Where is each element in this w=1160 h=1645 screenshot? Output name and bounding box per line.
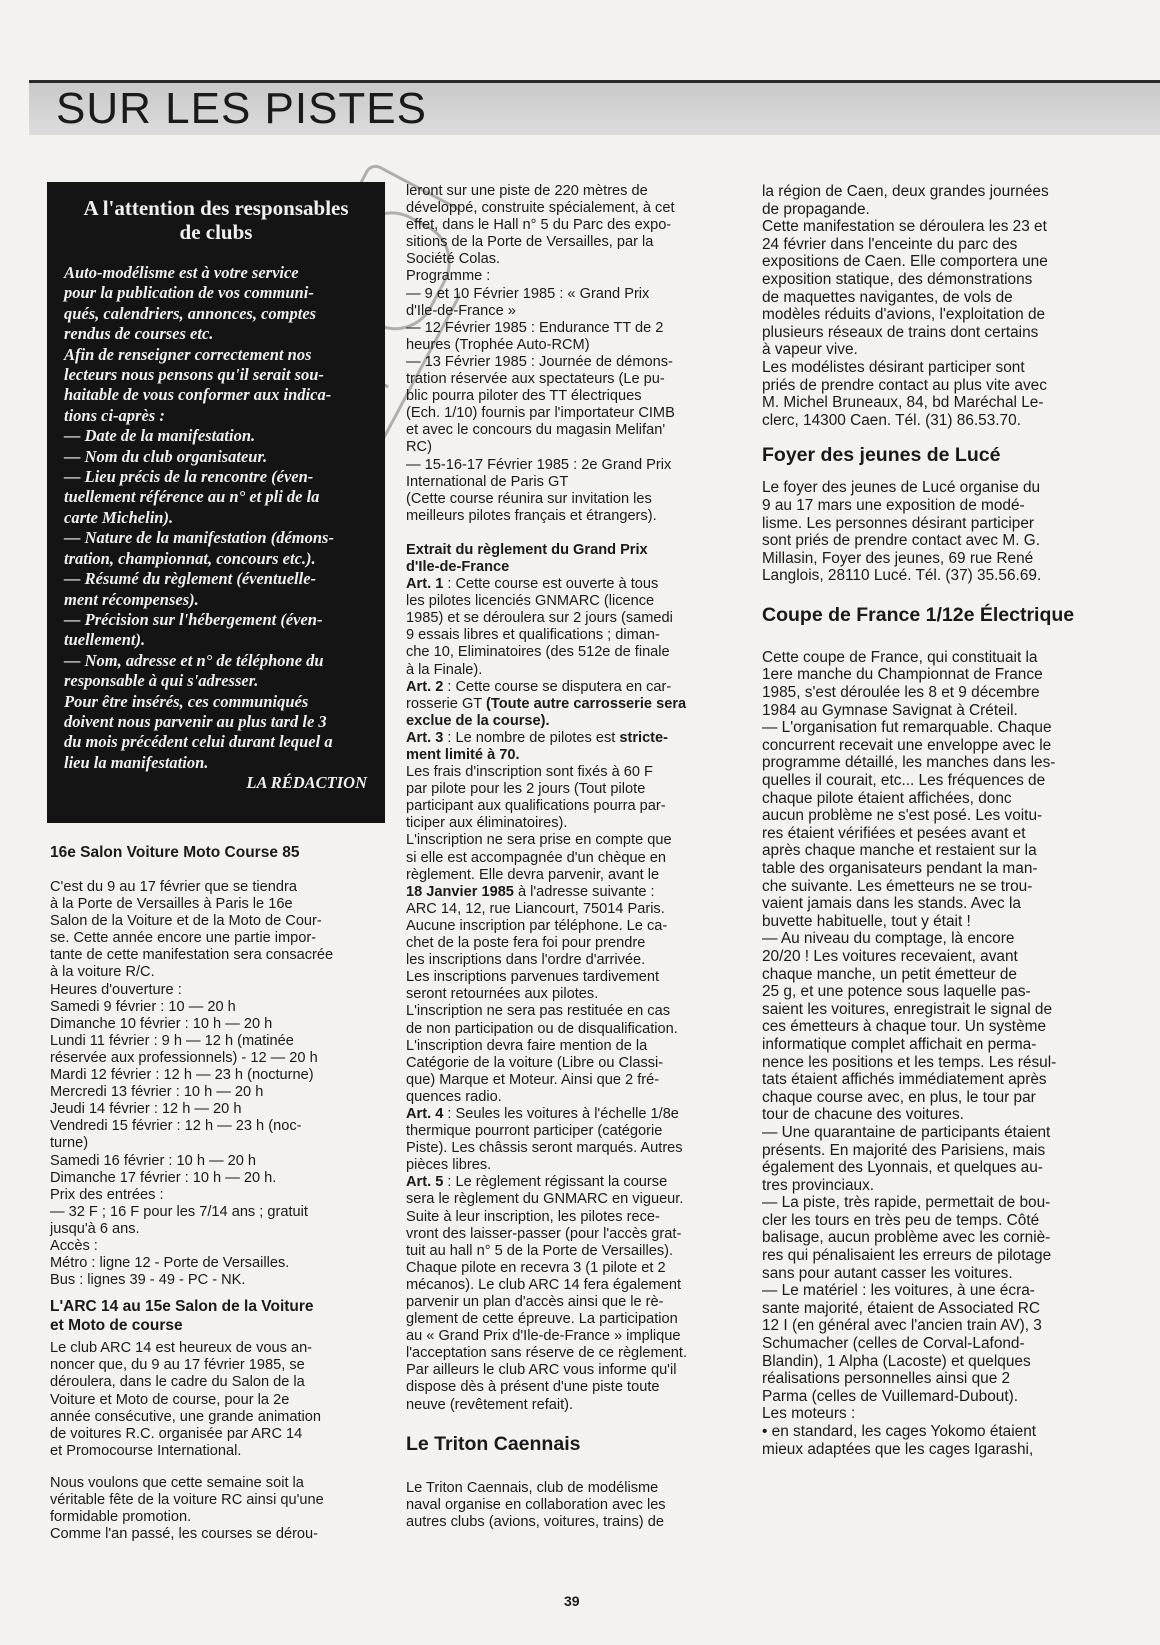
text-line: mécanos). Le club ARC 14 fera également xyxy=(406,1276,682,1293)
text-line: effet, dans le Hall n° 5 du Parc des expo- xyxy=(406,217,672,234)
text-line: au « Grand Prix d'Ile-de-France » implique xyxy=(406,1328,681,1345)
caen-paragraph xyxy=(762,183,1092,429)
text-line: d'Ile-de-France » xyxy=(406,302,516,319)
text-line: Dimanche 17 février : 10 h — 20 h. xyxy=(50,1169,277,1186)
text-line: International de Paris GT xyxy=(406,473,569,490)
text-line: Programme : xyxy=(406,268,491,285)
text-line: les pilotes licenciés GNMARC (licence xyxy=(406,593,655,610)
text-line: Métro : ligne 12 - Porte de Versailles. xyxy=(50,1255,290,1272)
text-line: concurrent recevait une enveloppe avec le xyxy=(762,736,1052,754)
article-2: Art. 2 : Cette course se disputera en car- rosserie GT (Toute autre carrosserie sera exclue de la course). xyxy=(406,678,687,729)
text-line: à la Porte de Versailles à Paris le 16e xyxy=(50,896,293,913)
text-line: 1985) et se déroulera sur 2 jours (samedi xyxy=(406,610,673,627)
text-line: participant aux qualifications pourra par- xyxy=(406,798,666,815)
text-line: 25 g, et une potence sous laquelle pas- xyxy=(762,983,1031,1001)
text-line: Heures d'ouverture : xyxy=(50,981,182,998)
text-line: — Date de la manifestation. xyxy=(64,426,256,446)
text-line: doivent nous parvenir au plus tard le 3 xyxy=(64,711,327,731)
column-1 xyxy=(50,843,386,1543)
text-line: Lundi 11 février : 9 h — 12 h (matinée xyxy=(50,1032,294,1049)
text-line: Aucune inscription par téléphone. Le ca- xyxy=(406,917,668,934)
text-line: à vapeur vive. xyxy=(762,341,858,359)
text-line: lecteurs nous pensons qu'il serait sou- xyxy=(64,365,324,385)
text-line: vront des laisser-passer (pour l'accès grat- xyxy=(406,1225,682,1242)
text-line: autres clubs (avions, voitures, trains) de xyxy=(406,1513,664,1530)
text-line: modèles réduits d'avions, l'exploitation de xyxy=(762,306,1046,324)
text-line: Catégorie de la voiture (Libre ou Classi- xyxy=(406,1054,664,1071)
text-line: que) Marque et Moteur. Ainsi que 2 fré- xyxy=(406,1071,660,1088)
text-line: développé, construite spécialement, à cet xyxy=(406,200,675,217)
text-line: balisage, aucun problème avec les corniè- xyxy=(762,1229,1051,1247)
text-line: naval organise en collaboration avec les xyxy=(406,1496,666,1513)
text-line: quelles il courait, etc... Les fréquences de xyxy=(762,772,1046,790)
text-line: • en standard, les cages Yokomo étaient xyxy=(762,1423,1037,1440)
text-line: che suivante. Les émetteurs ne se trou- xyxy=(762,877,1033,895)
text-line: Samedi 9 février : 10 — 20 h xyxy=(50,998,236,1015)
text-line: Comme l'an passé, les courses se dérou- xyxy=(50,1526,319,1543)
text-line: et Promocourse International. xyxy=(50,1442,242,1459)
text-line: Par ailleurs le club ARC vous informe qu'il xyxy=(406,1362,677,1379)
text-line: Mercredi 13 février : 10 h — 20 h xyxy=(50,1084,264,1101)
text-line: tuellement). xyxy=(64,630,146,650)
text-line: 1985, s'est déroulée les 8 et 9 décembre xyxy=(762,684,1040,702)
text-line: véritable fête de la voiture RC ainsi qu'une xyxy=(50,1492,324,1508)
text-line: et avec le concours du magasin Melifan' xyxy=(406,422,666,439)
text-line: lieu la manifestation. xyxy=(64,752,209,772)
text-line: M. Michel Bruneaux, 84, bd Maréchal Le- xyxy=(762,394,1044,412)
notice-signature: LA RÉDACTION xyxy=(246,773,367,793)
text-line: 1984 au Gymnase Savignat à Créteil. xyxy=(762,701,1018,719)
text-line: — Nom du club organisateur. xyxy=(64,446,268,466)
text-line: sont priés de prendre contact avec M. G. xyxy=(762,532,1041,550)
text-line: Suite à leur inscription, les pilotes rece- xyxy=(406,1208,660,1225)
text-line: priés de prendre contact au plus vite avec xyxy=(762,376,1047,394)
text-line: Jeudi 14 février : 12 h — 20 h xyxy=(50,1101,242,1118)
text-line: 12 I (en général avec l'ancien train AV), 3 xyxy=(762,1317,1042,1335)
text-line: (Ech. 1/10) fournis par l'importateur CIMB xyxy=(406,405,675,422)
text-line: Langlois, 28110 Lucé. Tél. (37) 35.56.69. xyxy=(762,567,1042,585)
text-line: programme détaillé, les manches dans les- xyxy=(762,754,1056,772)
text-line: sitions de la Porte de Versailles, par la xyxy=(406,234,654,251)
text-line: tres provinciaux. xyxy=(762,1176,875,1194)
text-line: rendus de courses etc. xyxy=(64,324,214,344)
text-line: Dimanche 10 février : 10 h — 20 h xyxy=(50,1015,273,1032)
heading-reglement: Extrait du règlement du Grand Prix d'Ile-de-France xyxy=(406,541,648,575)
text-line: meilleurs pilotes français et étrangers). xyxy=(406,507,657,524)
text-line: plusieurs réseaux de trains dont certains xyxy=(762,323,1039,341)
text-line: Schumacher (celles de Corval-Lafond- xyxy=(762,1335,1025,1353)
text-line: saient les voitures, enregistrait le signal de xyxy=(762,1000,1053,1018)
text-line: che 10, Eliminatoires (des 512e de finale xyxy=(406,644,670,661)
text-line: 20/20 ! Les voitures recevaient, avant xyxy=(762,947,1018,965)
text-line: cler les tours en très peu de temps. Côté xyxy=(762,1211,1040,1229)
text-line: Blandin), 1 Alpha (Lacoste) et quelques xyxy=(762,1352,1031,1370)
text-line: tration, championnat, concours etc.). xyxy=(64,548,316,568)
text-line: — 12 Février 1985 : Endurance TT de 2 xyxy=(406,319,664,336)
text-line: jusqu'à 6 ans. xyxy=(50,1220,140,1237)
text-line: du mois précédent celui durant lequel a xyxy=(64,732,333,752)
article-label: Art. 5 xyxy=(406,1174,444,1191)
text-line: Millasin, Foyer des jeunes, 69 rue René xyxy=(762,549,1034,567)
text-line: chaque pilote étaient affichées, donc xyxy=(762,789,1012,807)
heading-coupe-france: Coupe de France 1/12e Électrique xyxy=(762,603,1075,626)
arc14-paragraph xyxy=(50,1340,386,1460)
text-line: qués, calendriers, annonces, comptes xyxy=(64,303,317,323)
text-line: clerc, 14300 Caen. Tél. (31) 86.53.70. xyxy=(762,411,1021,429)
text-line: thermique pourront participer (catégorie xyxy=(406,1123,663,1140)
article-3: Art. 3 : Le nombre de pilotes est stricte- ment limité à 70. Les frais d'inscription sont fixés à 60 F par pilote pour les 2 jours (Tout pilote participant aux qualifications pourra par- ticiper aux éliminatoires). L'inscription ne sera prise en compte que si elle est accompagnée d'un chèque en règlement. Elle devra parvenir, avant le 18 Janvier 1985 à l'adresse suivante : ARC 14, 12, rue Liancourt, 75014 Paris. Aucune inscription par téléphone. Le ca- chet de la poste fera foi pour prendre les inscriptions dans l'ordre d'arrivée. Les inscriptions parvenues tardivement seront retournées aux pilotes. L'inscription ne sera pas restituée en cas de non participation ou de disqualification. L'inscription devra faire mention de la Catégorie de la voiture (Libre ou Classi- que) Marque et Moteur. Ainsi que 2 fré- quences radio. xyxy=(406,730,737,1106)
text-line: Art. 1 : Cette course est ouverte à tous xyxy=(406,576,659,593)
text-line: table des organisateurs pendant la man- xyxy=(762,860,1038,877)
triton-paragraph xyxy=(406,1480,737,1531)
text-line: tour de chacune des voitures. xyxy=(762,1106,964,1124)
programme-paragraph xyxy=(406,183,737,525)
text-line: tions ci-après : xyxy=(64,405,165,425)
text-line: heures (Trophée Auto-RCM) xyxy=(406,336,590,353)
text-line: haitable de vous conformer aux indica- xyxy=(64,385,332,405)
text-line: Parma (celles de Vuillemard-Dubout). xyxy=(762,1387,1019,1405)
text-line: quences radio. xyxy=(406,1088,502,1105)
text-line: aucun problème ne s'est posé. Les voitu- xyxy=(762,807,1043,825)
text-line: règlement. Elle devra parvenir, avant le xyxy=(406,866,660,883)
notice-body xyxy=(47,244,385,773)
text-line: — La piste, très rapide, permettait de bou- xyxy=(762,1194,1051,1212)
text-line: mieux adaptées que les cages Igarashi, xyxy=(762,1440,1034,1458)
text-line: — 15-16-17 Février 1985 : 2e Grand Prix xyxy=(406,456,672,473)
text-line: — Le matériel : les voitures, à une écra- xyxy=(762,1282,1035,1300)
text-line: — 9 et 10 Février 1985 : « Grand Prix xyxy=(406,285,650,302)
text-line: déroulera, dans le cadre du Salon de la xyxy=(50,1374,305,1391)
text-line: Vendredi 15 février : 12 h — 23 h (noc- xyxy=(50,1118,302,1135)
text-line: tats étaient affichés immédiatement après xyxy=(762,1071,1047,1089)
text-line: après chaque manche et restaient sur la xyxy=(762,842,1037,860)
text-line: neuve (revêtement refait). xyxy=(406,1396,574,1413)
text-line: parvenir un plan d'accès ainsi que le rè- xyxy=(406,1294,664,1310)
text-line: — Précision sur l'hébergement (éven- xyxy=(64,609,323,629)
text-line: — Lieu précis de la rencontre (éven- xyxy=(64,467,314,487)
text-line: Les frais d'inscription sont fixés à 60 F xyxy=(406,764,653,781)
coupe-paragraph xyxy=(762,649,1092,1458)
text-line: RC) xyxy=(406,439,432,456)
text-line: à la Finale). xyxy=(406,661,483,678)
text-line: C'est du 9 au 17 février que se tiendra xyxy=(50,879,297,895)
text-line: sans pour autant casser les voitures. xyxy=(762,1264,1013,1282)
text-line: tration réservée aux spectateurs (Le pu- xyxy=(406,371,665,388)
text-line: ces émetteurs à chaque tour. Un système xyxy=(762,1018,1047,1036)
text-line: Salon de la Voiture et de la Moto de Cour- xyxy=(50,913,322,930)
text-line: L'inscription devra faire mention de la xyxy=(406,1037,648,1054)
text-line: carte Michelin). xyxy=(64,507,174,527)
text-line: les inscriptions dans l'ordre d'arrivée. xyxy=(406,952,646,969)
text-line: Prix des entrées : xyxy=(50,1186,164,1203)
text-line: dispose dès à présent d'une piste toute xyxy=(406,1379,660,1396)
text-line: la région de Caen, deux grandes journées xyxy=(762,183,1049,200)
heading-salon-16: 16e Salon Voiture Moto Course 85 xyxy=(50,844,300,861)
text-line: buvette habituelle, tout y était ! xyxy=(762,912,971,930)
luce-paragraph xyxy=(762,479,1092,585)
text-line: L'inscription ne sera pas restituée en cas xyxy=(406,1003,670,1020)
article-5 xyxy=(406,1174,737,1413)
text-line: Cette manifestation se déroulera les 23 et xyxy=(762,218,1047,236)
text-line: de propagande. xyxy=(762,200,870,218)
page-header xyxy=(29,80,1160,135)
text-line: de maquettes navigantes, de vols de xyxy=(762,288,1013,306)
text-line: Accès : xyxy=(50,1237,98,1254)
notice-title: A l'attention des responsables de clubs xyxy=(83,196,349,244)
text-line: Auto-modélisme est à votre service xyxy=(64,263,299,282)
text-line: turne) xyxy=(50,1135,89,1152)
section-title: SUR LES PISTES xyxy=(56,84,428,133)
text-line: lisme. Les personnes désirant participer xyxy=(762,514,1035,532)
column-3 xyxy=(762,183,1092,1458)
text-line: L'inscription ne sera prise en compte que xyxy=(406,832,672,849)
text-line: informatique complet affichait en perma- xyxy=(762,1035,1037,1053)
salon-paragraph xyxy=(50,879,386,1289)
text-line: Société Colas. xyxy=(406,251,501,268)
text-line: — L'organisation fut remarquable. Chaque xyxy=(762,719,1052,737)
text-line: Art. 4 : Seules les voitures à l'échelle 1/8e xyxy=(406,1105,679,1122)
text-line: pour la publication de vos communi- xyxy=(64,283,314,303)
text-line: l'acceptation sans réserve de ce règlement. xyxy=(406,1345,688,1362)
text-line: Piste). Les châssis seront marqués. Autres xyxy=(406,1140,683,1157)
text-line: réservée aux professionnels) - 12 — 20 h xyxy=(50,1049,318,1066)
text-line: Afin de renseigner correctement nos xyxy=(64,344,312,364)
text-line: année consécutive, une grande animation xyxy=(50,1408,321,1425)
text-line: vaient jamais dans les stands. Avec la xyxy=(762,895,1021,913)
text-line: également des Lyonnais, et quelques au- xyxy=(762,1159,1043,1177)
text-line: noncer que, du 9 au 17 février 1985, se xyxy=(50,1357,305,1374)
heading-triton: Le Triton Caennais xyxy=(406,1432,581,1455)
text-line: de voitures R.C. organisée par ARC 14 xyxy=(50,1425,303,1442)
text-line: glement de cette épreuve. La participation xyxy=(406,1311,678,1328)
text-line: Nous voulons que cette semaine soit la xyxy=(50,1474,304,1491)
text-line: expositions de Caen. Elle comportera une xyxy=(762,253,1048,271)
text-line: Bus : lignes 39 - 49 - PC - NK. xyxy=(50,1272,246,1289)
text-line: à la voiture R/C. xyxy=(50,964,155,981)
text-line: Art. 5 : Le règlement régissant la course xyxy=(406,1174,668,1191)
text-line: Cette coupe de France, qui constituait la xyxy=(762,648,1038,666)
text-line: tuit au hall n° 5 de la Porte de Versailles). xyxy=(406,1242,674,1259)
text-line: par pilote pour les 2 jours (Tout pilote xyxy=(406,781,646,798)
text-line: ticiper aux éliminatoires). xyxy=(406,815,568,832)
text-line: ARC 14, 12, rue Liancourt, 75014 Paris. xyxy=(406,900,665,917)
text-line: Samedi 16 février : 10 h — 20 h xyxy=(50,1152,257,1169)
text-line: Pour être insérés, ces communiqués xyxy=(64,691,309,711)
text-line: Mardi 12 février : 12 h — 23 h (nocturne) xyxy=(50,1067,314,1084)
arc14-paragraph-2 xyxy=(50,1475,386,1543)
article-4 xyxy=(406,1106,737,1174)
text-line: blic pourra piloter des TT électriques xyxy=(406,388,642,405)
text-line: si elle est accompagnée d'un chèque en xyxy=(406,849,666,866)
text-line: présents. En majorité des Parisiens, mais xyxy=(762,1141,1046,1159)
text-line: Les moteurs : xyxy=(762,1405,856,1423)
text-line: 9 essais libres et qualifications ; diman- xyxy=(406,627,660,644)
text-line: — Au niveau du comptage, là encore xyxy=(762,930,1015,948)
text-line: seront retournées aux pilotes. xyxy=(406,986,599,1003)
text-line: res qui pénalisaient les erreurs de pilotage xyxy=(762,1247,1052,1265)
text-line: Voiture et Moto de course, pour la 2e xyxy=(50,1391,290,1408)
text-line: se. Cette année encore une partie impor- xyxy=(50,930,317,947)
article-label: Art. 4 xyxy=(406,1105,444,1122)
text-line: — Nom, adresse et n° de téléphone du xyxy=(64,650,324,670)
text-line: chaque manche, un petit émetteur de xyxy=(762,965,1017,983)
text-line: sante majorité, étaient de Associated RC xyxy=(762,1299,1041,1317)
text-line: sera le règlement du GNMARC en vigueur. xyxy=(406,1191,684,1208)
text-line: formidable promotion. xyxy=(50,1509,192,1526)
text-line: Le Triton Caennais, club de modélisme xyxy=(406,1479,659,1496)
text-line: Les inscriptions parvenues tardivement xyxy=(406,969,660,986)
text-line: exposition statique, des démonstrations xyxy=(762,270,1033,288)
text-line: pièces libres. xyxy=(406,1157,492,1174)
article-label: Art. 1 xyxy=(406,576,444,593)
text-line: Le foyer des jeunes de Lucé organise du xyxy=(762,479,1041,497)
text-line: Chaque pilote en recevra 3 (1 pilote et 2 xyxy=(406,1259,666,1276)
text-line: Les modélistes désirant participer sont xyxy=(762,358,1025,376)
page-number: 39 xyxy=(564,1593,580,1609)
text-line: (Cette course réunira sur invitation les xyxy=(406,490,652,507)
text-line: chaque course avec, en plus, le tour par xyxy=(762,1088,1036,1106)
heading-luce: Foyer des jeunes de Lucé xyxy=(762,444,1001,467)
text-line: — 13 Février 1985 : Journée de démons- xyxy=(406,353,673,370)
column-2 xyxy=(406,183,737,1531)
text-line: de non participation ou de disqualification. xyxy=(406,1020,678,1037)
text-line: Le club ARC 14 est heureux de vous an- xyxy=(50,1340,313,1357)
text-line: res étaient vérifiées et pesées avant et xyxy=(762,824,1026,842)
heading-arc14: L'ARC 14 au 15e Salon de la Voiture et Moto de course xyxy=(50,1298,314,1335)
text-line: — 32 F ; 16 F pour les 7/14 ans ; gratuit xyxy=(50,1203,308,1220)
text-line: ment récompenses). xyxy=(64,589,199,609)
text-line: nence les positions et les temps. Les résul- xyxy=(762,1053,1057,1071)
editorial-notice-box xyxy=(47,182,385,823)
text-line: 1ere manche du Championnat de France xyxy=(762,666,1043,684)
article-1 xyxy=(406,576,737,679)
text-line: — Résumé du règlement (éventuelle- xyxy=(64,569,317,589)
text-line: — Une quarantaine de participants étaient xyxy=(762,1123,1051,1141)
text-line: responsable à qui s'adresser. xyxy=(64,671,259,691)
text-line: tuellement référence au n° et pli de la xyxy=(64,487,320,507)
text-line: 9 au 17 mars une exposition de modé- xyxy=(762,496,1025,514)
text-line: chet de la poste fera foi pour prendre xyxy=(406,935,646,952)
text-line: réalisations personnelles ainsi que 2 xyxy=(762,1370,1011,1388)
text-line: tante de cette manifestation sera consacrée xyxy=(50,947,334,964)
text-line: leront sur une piste de 220 mètres de xyxy=(406,183,648,199)
text-line: — Nature de la manifestation (démons- xyxy=(64,528,334,548)
text-line: 24 février dans l'enceinte du parc des xyxy=(762,235,1018,253)
